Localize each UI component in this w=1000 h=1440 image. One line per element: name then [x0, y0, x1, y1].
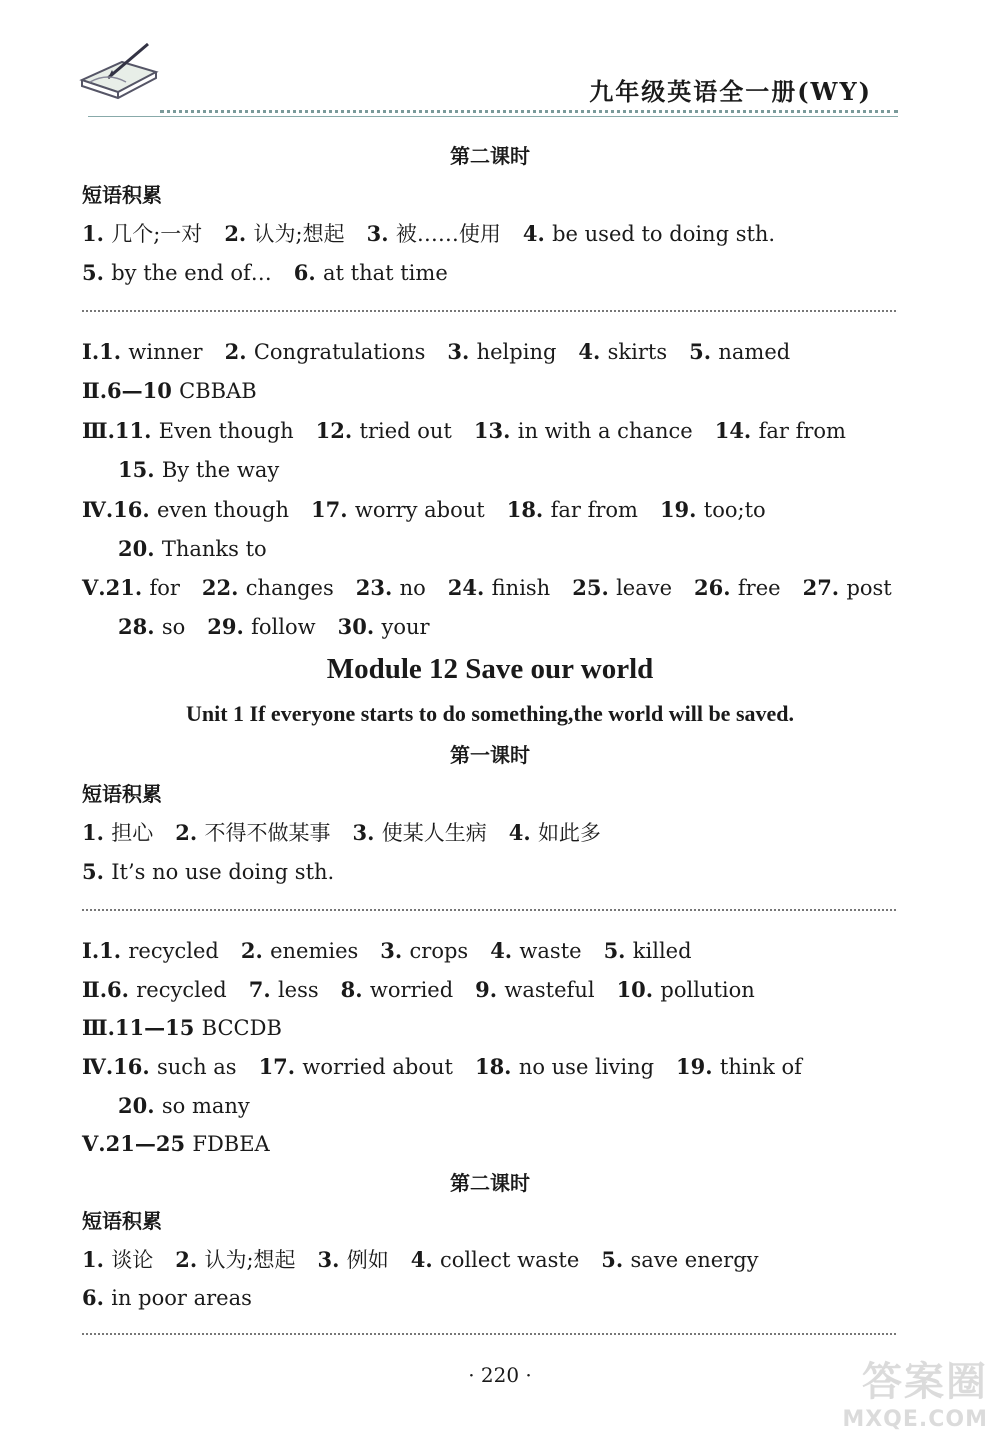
answer-number: 13. [473, 418, 518, 443]
answer-text: far from [758, 419, 846, 443]
answer-number: 3. [317, 1247, 347, 1272]
answer-number: 5. [689, 339, 719, 364]
answer-item [617, 978, 755, 1002]
answer-number: 27. [802, 575, 847, 600]
answer-item [259, 1055, 453, 1079]
answer-item [82, 860, 334, 884]
answer-text: even though [157, 498, 290, 522]
answer-number: 24. [447, 575, 492, 600]
answer-item [82, 939, 219, 963]
answer-text: too;to [703, 498, 766, 522]
answer-line [118, 1095, 272, 1117]
answer-number: 5. [603, 938, 633, 963]
answer-text: 担心 [111, 821, 154, 845]
answer-number: 8. [340, 977, 370, 1002]
answer-line [82, 1056, 824, 1078]
answer-number: 20. [118, 1093, 162, 1118]
answer-text: BCCDB [201, 1016, 282, 1040]
answer-text: worried about [302, 1055, 453, 1079]
answer-item [411, 1248, 580, 1272]
answer-line [82, 822, 623, 844]
answer-text: enemies [270, 939, 359, 963]
answer-number: 2. [240, 938, 271, 963]
answer-text: helping [476, 340, 557, 364]
page-number: · 220 · [468, 1363, 532, 1387]
answer-line [82, 341, 812, 363]
answer-item [82, 978, 227, 1002]
answer-number: 19. [659, 497, 704, 522]
answer-item [118, 1094, 250, 1118]
answer-item [318, 1248, 389, 1272]
book-title: 九年级英语全一册(WY) [589, 77, 872, 106]
answer-line [82, 223, 797, 245]
section-divider [82, 1333, 896, 1335]
answer-item [578, 340, 667, 364]
answer-item [356, 576, 426, 600]
answer-text: 如此多 [537, 821, 601, 845]
answer-number: 6. [82, 1285, 112, 1310]
answer-line [118, 459, 301, 481]
watermark [842, 1350, 988, 1432]
answer-item [82, 1132, 270, 1156]
answer-item [241, 939, 358, 963]
answer-number: 10. [616, 977, 661, 1002]
answer-text: 认为;想起 [253, 222, 345, 246]
answer-item [338, 615, 430, 639]
answer-item [447, 340, 556, 364]
page-header [0, 0, 1000, 130]
answer-number: 3. [352, 820, 382, 845]
answer-text: think of [719, 1055, 802, 1079]
answer-text: changes [245, 576, 334, 600]
answer-line [82, 420, 868, 442]
answer-number: 15. [118, 457, 162, 482]
answer-line [82, 861, 356, 883]
answer-line [82, 1017, 304, 1039]
answer-number: 29. [207, 614, 252, 639]
answer-item [601, 1248, 758, 1272]
answer-item [694, 576, 781, 600]
lesson-title: 第二课时 [450, 144, 530, 168]
answer-text: 被……使用 [395, 222, 501, 246]
answer-text: in with a chance [517, 419, 693, 443]
answer-item [82, 379, 257, 403]
answer-number: 14. [714, 418, 759, 443]
answer-text: so [161, 615, 186, 639]
watermark-url: MXQE.COM [842, 1407, 988, 1432]
answer-number: 3. [380, 938, 410, 963]
answer-text: Even though [158, 419, 294, 443]
header-underline [88, 116, 898, 117]
answer-number: 1. [82, 221, 112, 246]
answer-text: be used to doing sth. [552, 222, 776, 246]
lesson-title: 第一课时 [450, 743, 530, 767]
answer-number: 26. [694, 575, 738, 600]
answer-item [294, 261, 448, 285]
answer-number: Ⅲ.11. [82, 418, 159, 443]
answer-number: 2. [224, 339, 254, 364]
answer-text: at that time [323, 261, 448, 285]
answer-number: 6. [293, 260, 324, 285]
answer-text: 例如 [346, 1248, 389, 1272]
answer-text: worried [369, 978, 454, 1002]
answer-number: 3. [366, 221, 396, 246]
answer-number: 4. [410, 1247, 441, 1272]
answer-number: 17. [258, 1054, 303, 1079]
answer-number: 23. [355, 575, 400, 600]
answer-item [316, 419, 452, 443]
answer-text: It’s no use doing sth. [111, 860, 335, 884]
answer-number: 12. [315, 418, 360, 443]
answer-text: less [277, 978, 319, 1002]
answer-item [82, 1286, 252, 1310]
answer-text: 使某人生病 [381, 821, 487, 845]
lesson-title: 第二课时 [450, 1171, 530, 1195]
answer-item [448, 576, 550, 600]
answer-line [82, 940, 714, 962]
answer-text: waste [519, 939, 582, 963]
answer-item [507, 498, 638, 522]
answer-text: recycled [128, 939, 219, 963]
answer-text: free [737, 576, 781, 600]
answer-item [509, 821, 601, 845]
answer-text: By the way [161, 458, 280, 482]
answer-number: 17. [311, 497, 355, 522]
answer-item [715, 419, 846, 443]
phrase-heading: 短语积累 [82, 1209, 162, 1233]
answer-number: 4. [490, 938, 520, 963]
answer-item [523, 222, 775, 246]
answer-line [82, 262, 470, 284]
answer-line [82, 577, 914, 599]
answer-text: 几个;一对 [111, 222, 203, 246]
answer-number: Ⅲ.11—15 [82, 1015, 202, 1040]
header-divider [160, 110, 898, 113]
answer-number: 1. [82, 1247, 112, 1272]
answer-item [207, 615, 315, 639]
answer-item [118, 458, 279, 482]
answer-line [118, 538, 289, 560]
answer-line [82, 1249, 781, 1271]
answer-item [474, 419, 693, 443]
phrase-heading: 短语积累 [82, 782, 162, 806]
answer-text: tried out [359, 419, 452, 443]
answer-number: 19. [676, 1054, 720, 1079]
answer-number: Ⅳ.16. [82, 497, 157, 522]
answer-text: CBBAB [179, 379, 257, 403]
answer-line [118, 616, 452, 638]
answer-text: so many [161, 1094, 250, 1118]
answer-text: 不得不做某事 [204, 821, 331, 845]
answer-item [82, 222, 202, 246]
answer-number: 4. [522, 221, 553, 246]
answer-item [225, 340, 426, 364]
answer-item [175, 1248, 295, 1272]
answer-item [82, 1248, 153, 1272]
answer-text: such as [157, 1055, 237, 1079]
answer-text: killed [632, 939, 692, 963]
answer-text: winner [128, 340, 203, 364]
answer-text: pollution [660, 978, 755, 1002]
answer-number: 2. [175, 1247, 205, 1272]
unit-title: Unit 1 If everyone starts to do something,the world will be saved. [185, 701, 795, 726]
answer-item [490, 939, 581, 963]
answer-text: recycled [136, 978, 227, 1002]
answer-item [82, 576, 180, 600]
module-title: Module 12 Save our world [326, 653, 654, 685]
answer-line [82, 499, 788, 521]
answer-text: wasteful [504, 978, 595, 1002]
answer-item [676, 1055, 802, 1079]
section-divider [82, 909, 896, 911]
answer-text: far from [550, 498, 638, 522]
book-pen-logo-icon [78, 42, 160, 104]
answer-number: 2. [175, 820, 205, 845]
answer-number: 4. [578, 339, 608, 364]
answer-number: 3. [447, 339, 477, 364]
answer-number: 30. [337, 614, 382, 639]
answer-text: leave [616, 576, 673, 600]
answer-text: your [381, 615, 430, 639]
answer-item [249, 978, 319, 1002]
answer-number: 25. [572, 575, 617, 600]
answer-number: 2. [224, 221, 254, 246]
answer-item [689, 340, 790, 364]
answer-text: no use living [518, 1055, 655, 1079]
answer-line [82, 380, 279, 402]
answer-text: Thanks to [161, 537, 267, 561]
answer-number: 18. [506, 497, 551, 522]
answer-item [82, 340, 203, 364]
answer-item [82, 1055, 237, 1079]
answer-item [82, 821, 153, 845]
answer-item [803, 576, 892, 600]
answer-item [311, 498, 485, 522]
answer-number: Ⅴ.21. [82, 575, 150, 600]
section-divider [82, 310, 896, 312]
answer-text: Congratulations [253, 340, 426, 364]
answer-item [202, 576, 334, 600]
answer-item [475, 978, 594, 1002]
answer-text: 认为;想起 [204, 1248, 296, 1272]
answer-text: post [846, 576, 892, 600]
answer-number: 20. [118, 536, 162, 561]
answer-text: skirts [607, 340, 668, 364]
answer-item [352, 821, 486, 845]
answer-number: Ⅱ.6—10 [82, 378, 180, 403]
answer-text: collect waste [440, 1248, 580, 1272]
answer-item [82, 261, 272, 285]
answer-item [341, 978, 454, 1002]
answer-number: Ⅴ.21—25 [82, 1131, 193, 1156]
answer-number: 5. [82, 260, 112, 285]
answer-item [367, 222, 501, 246]
answer-number: Ⅰ.1. [82, 339, 129, 364]
answer-text: worry about [354, 498, 485, 522]
answer-number: 22. [201, 575, 246, 600]
answer-text: in poor areas [111, 1286, 252, 1310]
answer-number: 5. [82, 859, 112, 884]
phrase-heading: 短语积累 [82, 183, 162, 207]
answer-line [82, 979, 777, 1001]
answer-text: save energy [630, 1248, 759, 1272]
answer-item [224, 222, 344, 246]
answer-item [660, 498, 766, 522]
answer-number: 7. [248, 977, 278, 1002]
answer-line [82, 1133, 292, 1155]
answer-number: 5. [601, 1247, 631, 1272]
answer-text: 谈论 [111, 1248, 154, 1272]
answer-item [82, 1016, 282, 1040]
answer-number: 18. [474, 1054, 519, 1079]
answer-item [380, 939, 468, 963]
answer-number: Ⅱ.6. [82, 977, 137, 1002]
answer-item [82, 498, 289, 522]
answer-text: for [149, 576, 180, 600]
answer-text: crops [409, 939, 469, 963]
answer-text: named [718, 340, 791, 364]
watermark-text: 答案圈 [862, 1359, 988, 1405]
answer-line [82, 1287, 274, 1309]
answer-text: follow [251, 615, 316, 639]
answer-item [604, 939, 692, 963]
answer-item [118, 537, 267, 561]
answer-item [82, 419, 294, 443]
answer-text: finish [491, 576, 551, 600]
answer-item [175, 821, 330, 845]
answer-number: Ⅳ.16. [82, 1054, 157, 1079]
answer-number: 28. [118, 614, 162, 639]
answer-text: FDBEA [192, 1132, 270, 1156]
answer-text: by the end of… [111, 261, 272, 285]
answer-item [475, 1055, 654, 1079]
answer-item [118, 615, 185, 639]
answer-number: 1. [82, 820, 112, 845]
answer-number: 9. [475, 977, 505, 1002]
answer-number: Ⅰ.1. [82, 938, 129, 963]
answer-number: 4. [508, 820, 538, 845]
answer-item [572, 576, 672, 600]
answer-text: no [399, 576, 426, 600]
